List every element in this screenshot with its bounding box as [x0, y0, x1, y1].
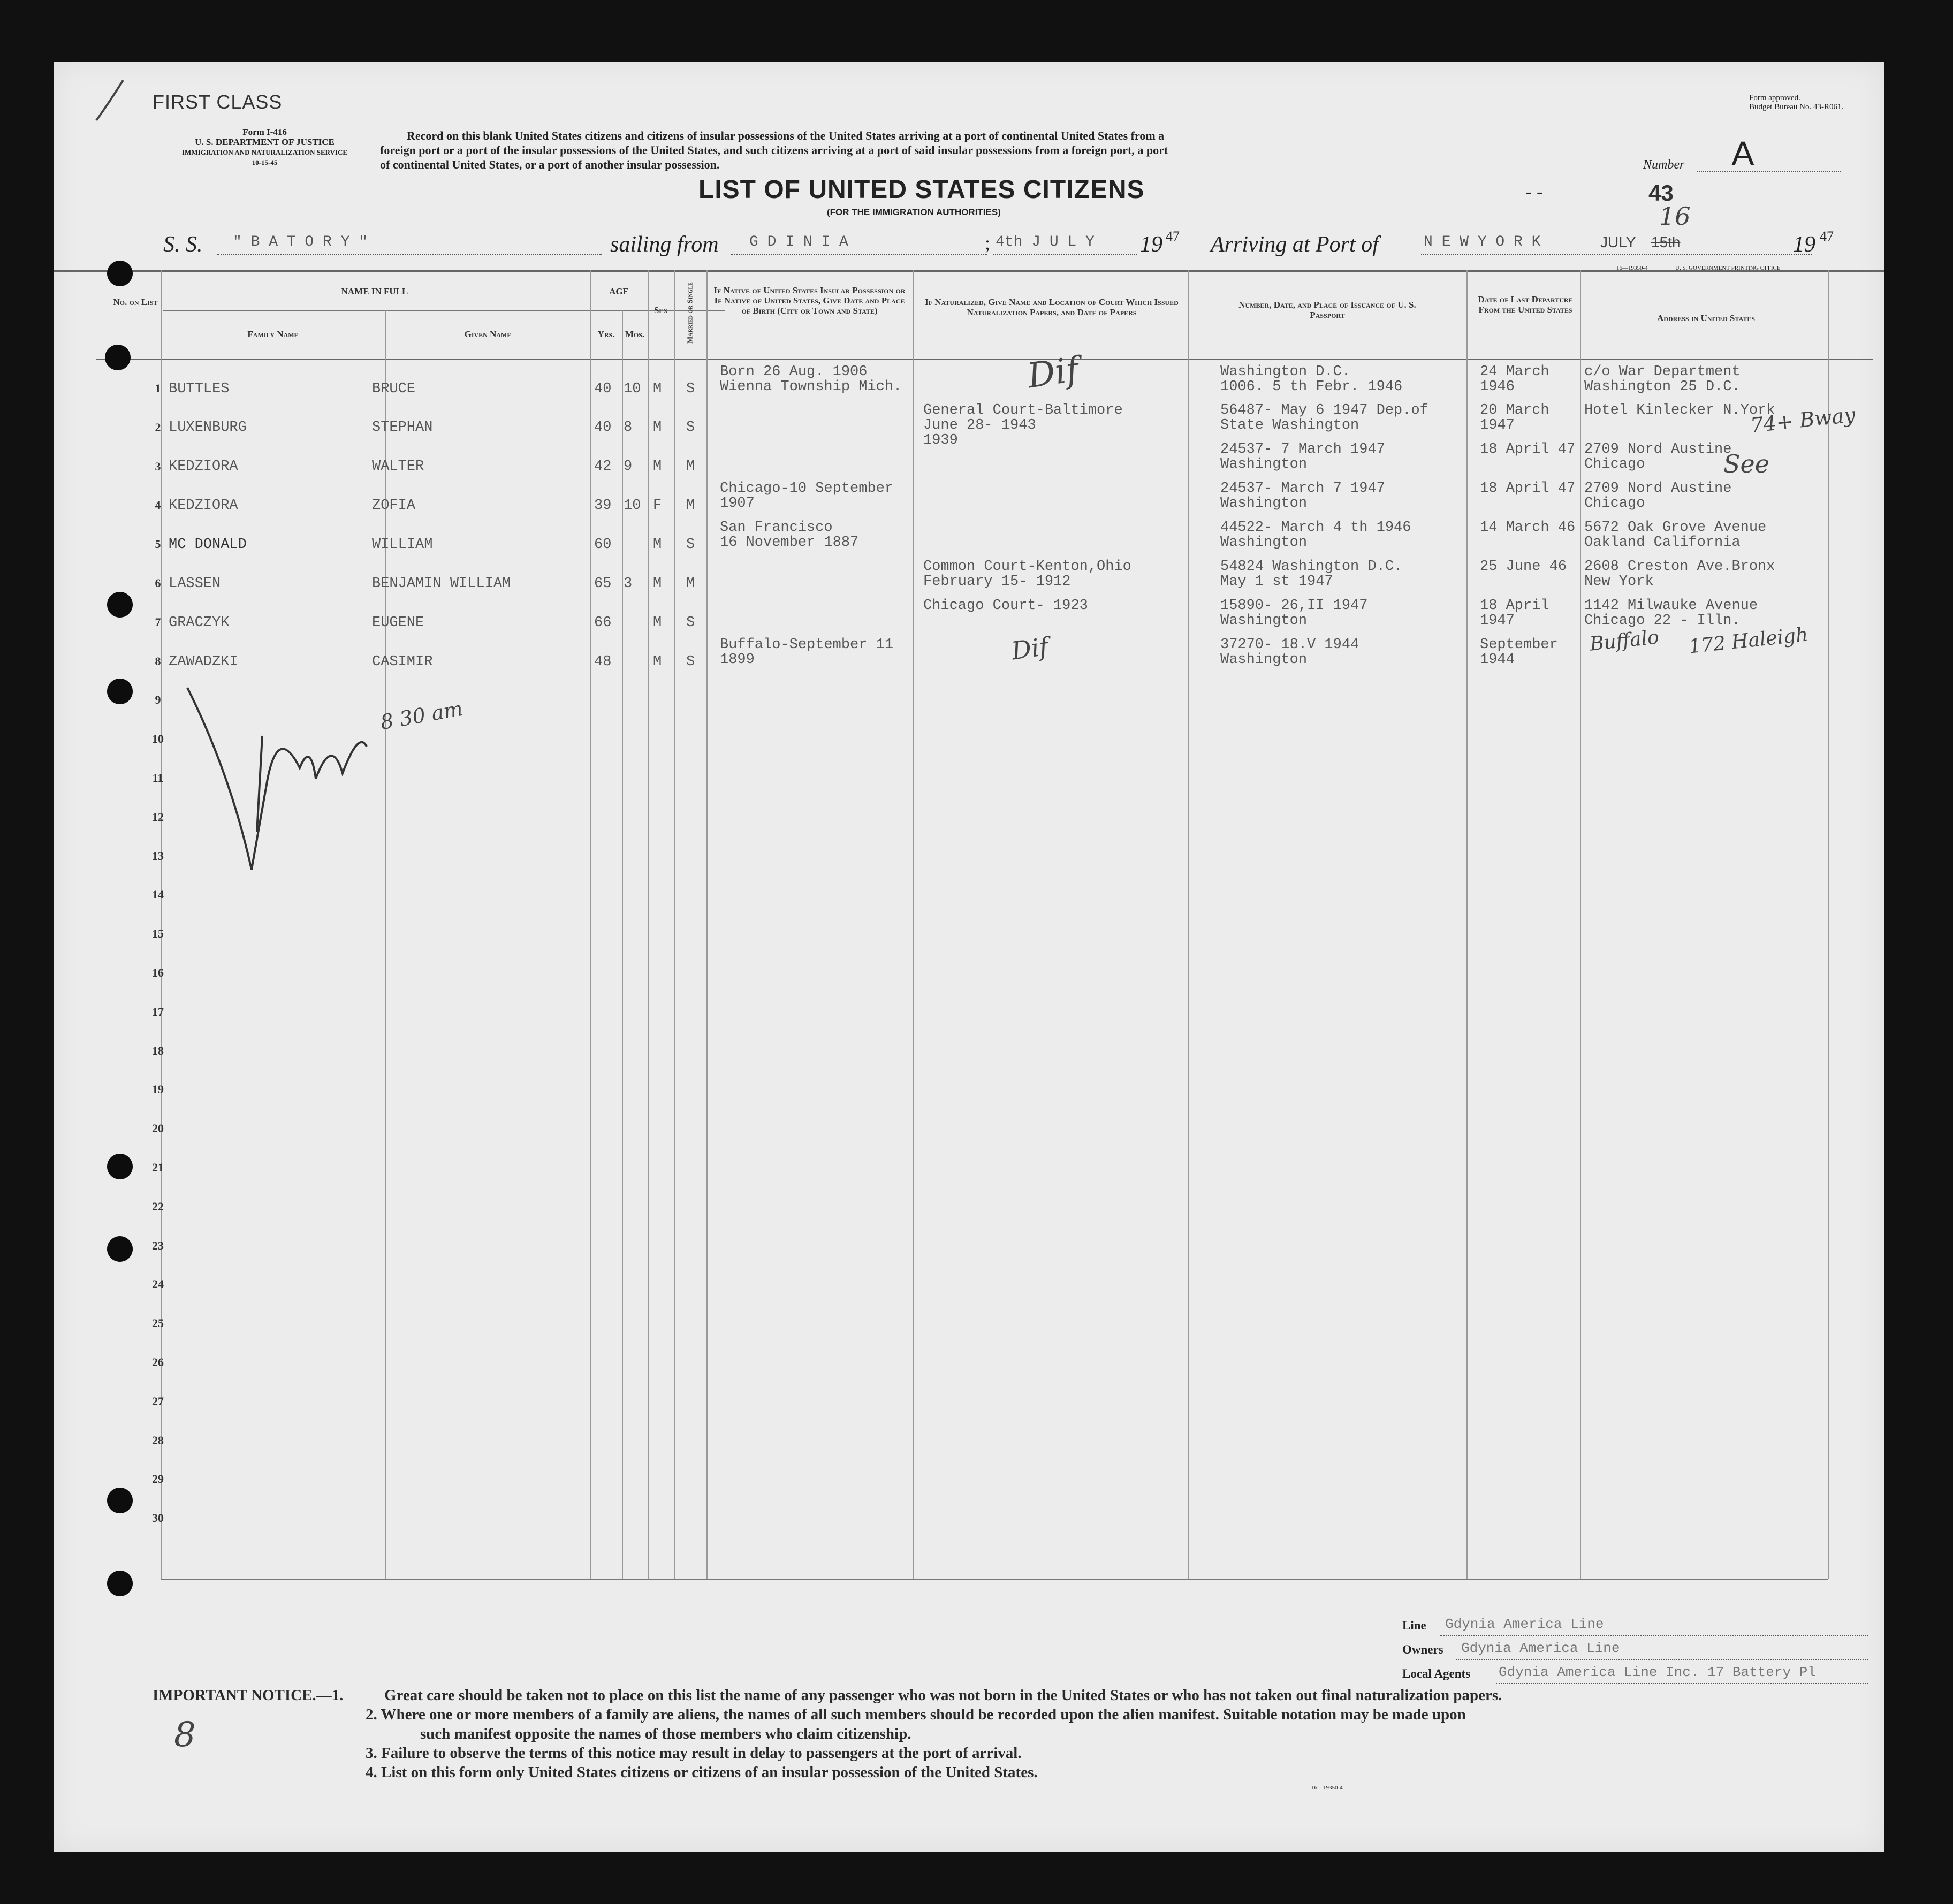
marital-status-cell: M	[686, 576, 695, 592]
age-months-cell: 10	[624, 381, 641, 397]
sex-cell: M	[653, 537, 662, 553]
family-name-cell: LUXENBURG	[169, 420, 247, 436]
punch-hole	[107, 592, 133, 618]
notice-item-1: Great care should be taken not to place on this list the name of any passenger who was not born in the United States or who has not taken out final naturalization papers.	[384, 1687, 1502, 1704]
address-note-buffalo: Buffalo	[1589, 626, 1660, 656]
departure-line-1: 18 April	[1480, 598, 1549, 614]
age-months-cell: 8	[624, 420, 633, 436]
passport-line-1: 56487- May 6 1947 Dep.of	[1220, 402, 1428, 418]
row-number: 12	[152, 810, 164, 824]
row-number: 20	[152, 1122, 164, 1136]
ship-line	[217, 254, 602, 255]
age-months-cell: 9	[624, 459, 633, 475]
punch-hole	[107, 1488, 133, 1513]
page-title: LIST OF UNITED STATES CITIZENS	[698, 176, 1145, 204]
header-age: AGE	[609, 286, 629, 296]
form-date: 10-15-45	[252, 158, 278, 166]
from-port: G D I N I A	[749, 234, 848, 250]
age-months-cell: 3	[624, 576, 633, 592]
punch-hole	[107, 1236, 133, 1262]
passport-line-1: 37270- 18.V 1944	[1220, 637, 1359, 653]
arrival-port-line	[1421, 254, 1812, 255]
row-number: 21	[152, 1161, 164, 1174]
sex-cell: M	[653, 420, 662, 436]
owners-value: Gdynia America Line	[1461, 1640, 1620, 1656]
header-family-name: Family Name	[247, 329, 299, 339]
notice-item-3: 3. Failure to observe the terms of this notice may result in delay to passengers at the port of arrival.	[366, 1745, 1022, 1762]
intro-line-3: of continental United States, or a port of another insular possession.	[380, 158, 720, 171]
birth-line-1: Chicago-10 September	[720, 481, 894, 497]
row-number: 29	[152, 1472, 164, 1486]
first-class-stamp: FIRST CLASS	[153, 91, 283, 113]
naturalization-line-2: June 28- 1943	[923, 417, 1036, 433]
semicolon: ;	[985, 232, 991, 254]
header-bottom-rule	[96, 359, 1873, 360]
given-name-cell: BENJAMIN WILLIAM	[372, 576, 511, 592]
passport-line-1: 54824 Washington D.C.	[1220, 559, 1403, 575]
given-name-cell: EUGENE	[372, 615, 424, 631]
department-name: U. S. DEPARTMENT OF JUSTICE	[195, 137, 335, 147]
sex-cell: M	[653, 654, 662, 670]
owners-label: Owners	[1402, 1643, 1443, 1656]
header-departure: Date of Last Departure From the United States	[1478, 294, 1573, 315]
agents-underline	[1496, 1683, 1868, 1684]
passport-line-2: Washington	[1220, 496, 1308, 512]
form-approved-text: Form approved.	[1749, 94, 1800, 102]
ditto-mark-top: Dif	[1025, 349, 1082, 397]
row-number: 11	[152, 771, 164, 785]
time-note: 8 30 am	[378, 696, 465, 735]
arrival-port: N E W Y O R K	[1424, 234, 1541, 250]
given-name-cell: STEPHAN	[372, 420, 433, 436]
birth-line-2: 16 November 1887	[720, 535, 859, 551]
dash-marks: - -	[1525, 181, 1543, 202]
address-line-2: New York	[1584, 574, 1654, 590]
col-line-passport	[1466, 270, 1468, 1579]
depart-year-prefix: 19	[1140, 232, 1162, 257]
table-top-rule	[54, 270, 1884, 272]
header-yrs: Yrs.	[597, 329, 615, 339]
row-number: 25	[152, 1316, 164, 1330]
header-sex: Sex	[653, 305, 668, 315]
departure-line-1: 24 March	[1480, 364, 1549, 380]
age-years-cell: 65	[594, 576, 612, 592]
footer-printer-code: 16—19350-4	[1311, 1785, 1343, 1791]
family-name-cell: KEDZIORA	[169, 459, 238, 475]
line-value: Gdynia America Line	[1445, 1616, 1604, 1632]
intro-line-1: Record on this blank United States citizens and citizens of insular possessions of the United States arriving at a port of continental United States from a	[407, 129, 1165, 142]
age-months-cell: 10	[624, 498, 641, 514]
row-number: 4	[155, 498, 161, 512]
notice-item-2: 2. Where one or more members of a family are aliens, the names of all such members should be recorded upon the alien manifest. Suitable notation may be made upon	[366, 1706, 1466, 1723]
age-years-cell: 42	[594, 459, 612, 475]
birth-line-1: Born 26 Aug. 1906	[720, 364, 868, 380]
departure-line-1: 18 April 47	[1480, 481, 1576, 497]
passport-line-2: Washington	[1220, 613, 1308, 629]
agents-label: Local Agents	[1402, 1667, 1471, 1680]
arrival-year-prefix: 19	[1793, 232, 1815, 257]
row-number: 3	[155, 459, 161, 473]
age-years-cell: 39	[594, 498, 612, 514]
row-number: 24	[152, 1277, 164, 1291]
family-name-cell: BUTTLES	[169, 381, 230, 397]
address-note-street: 172 Haleigh	[1688, 623, 1810, 658]
age-years-cell: 60	[594, 537, 612, 553]
address-line-1: 5672 Oak Grove Avenue	[1584, 520, 1767, 536]
depart-day: 4th J U L Y	[996, 234, 1095, 250]
row-number: 15	[152, 927, 164, 941]
sheet-number: 43	[1648, 180, 1674, 205]
corner-check-mark	[86, 78, 128, 126]
number-line	[1697, 171, 1841, 172]
sex-cell: M	[653, 459, 662, 475]
marital-status-cell: S	[686, 420, 695, 436]
departure-line-1: 18 April 47	[1480, 441, 1576, 458]
row-number: 5	[155, 537, 161, 551]
departure-line-1: 20 March	[1480, 402, 1549, 418]
passport-line-1: Washington D.C.	[1220, 364, 1351, 380]
marital-status-cell: S	[686, 654, 695, 670]
line-underline	[1440, 1635, 1868, 1636]
naturalization-line-1: Common Court-Kenton,Ohio	[923, 559, 1131, 575]
age-years-cell: 48	[594, 654, 612, 670]
sex-cell: M	[653, 381, 662, 397]
address-line-1: c/o War Department	[1584, 364, 1741, 380]
age-years-cell: 40	[594, 381, 612, 397]
given-name-cell: WALTER	[372, 459, 424, 475]
age-years-cell: 40	[594, 420, 612, 436]
family-name-cell: GRACZYK	[169, 615, 230, 631]
depart-year: 47	[1166, 229, 1180, 244]
col-line-native	[913, 270, 914, 1579]
row-number: 14	[152, 888, 164, 902]
line-label: Line	[1402, 1619, 1426, 1632]
ss-label: S. S.	[163, 232, 203, 257]
marital-status-cell: M	[686, 498, 695, 514]
sex-cell: F	[653, 498, 662, 514]
given-name-cell: ZOFIA	[372, 498, 416, 514]
marital-status-cell: S	[686, 381, 695, 397]
address-note-bway: 74+ Bway	[1749, 402, 1857, 438]
col-line-given	[590, 270, 591, 1579]
family-name-cell: KEDZIORA	[169, 498, 238, 514]
col-line-address	[1828, 270, 1829, 1579]
row-number: 16	[152, 966, 164, 979]
marital-status-cell: M	[686, 459, 695, 475]
address-note-see: See	[1723, 450, 1769, 478]
ditto-mark-bottom: Dif	[1009, 631, 1051, 666]
family-name-cell: MC DONALD	[169, 537, 247, 553]
intro-instructions	[380, 128, 1611, 172]
header-native: If Native of United States Insular Possession or If Native of United States, Give Date and Place of Birth (City or Town and State)	[713, 285, 906, 316]
row-number: 2	[155, 420, 161, 434]
punch-hole	[107, 261, 133, 286]
inspector-signature	[182, 656, 375, 875]
depart-date-line	[993, 254, 1137, 255]
naturalization-line-2: February 15- 1912	[923, 574, 1071, 590]
departure-line-1: September	[1480, 637, 1558, 653]
sex-cell: M	[653, 615, 662, 631]
row-number: 8	[155, 654, 161, 668]
departure-line-1: 14 March 46	[1480, 520, 1576, 536]
row-number: 17	[152, 1004, 164, 1018]
address-line-2: Oakland California	[1584, 535, 1741, 551]
list-letter: A	[1731, 134, 1754, 173]
header-passport: Number, Date, and Place of Issuance of U. S. Passport	[1238, 300, 1416, 320]
row-number: 30	[152, 1511, 164, 1525]
row-number: 10	[152, 732, 164, 746]
departure-line-1: 25 June 46	[1480, 559, 1567, 575]
age-years-cell: 66	[594, 615, 612, 631]
address-line-1: Hotel Kinlecker N.York	[1584, 402, 1775, 418]
header-address: Address in United States	[1656, 313, 1756, 323]
col-line-departure	[1580, 270, 1581, 1579]
sex-cell: M	[653, 576, 662, 592]
family-name-cell: LASSEN	[169, 576, 221, 592]
marital-status-cell: S	[686, 537, 695, 553]
printer-code: 16—19350-4	[1616, 265, 1648, 271]
passport-line-2: Washington	[1220, 535, 1308, 551]
row-number: 7	[155, 615, 161, 629]
page-count-note: 8	[174, 1715, 196, 1755]
header-naturalized: If Naturalized, Give Name and Location of Court Which Issued Naturalization Papers, and Date of Papers	[925, 297, 1179, 317]
departure-line-2: 1947	[1480, 613, 1515, 629]
naturalization-line-3: 1939	[923, 432, 958, 448]
row-number: 23	[152, 1238, 164, 1252]
row-number: 18	[152, 1044, 164, 1057]
naturalization-line-1: General Court-Baltimore	[923, 402, 1123, 418]
address-line-1: 2608 Creston Ave.Bronx	[1584, 559, 1775, 575]
passport-line-1: 24537- 7 March 1947	[1220, 441, 1385, 458]
passport-line-1: 15890- 26,II 1947	[1220, 598, 1368, 614]
passport-line-1: 44522- March 4 th 1946	[1220, 520, 1411, 536]
passport-line-2: 1006. 5 th Febr. 1946	[1220, 379, 1403, 395]
address-line-2: Chicago 22 - Illn.	[1584, 613, 1741, 629]
passport-line-2: May 1 st 1947	[1220, 574, 1333, 590]
form-number: Form I-416	[242, 127, 287, 137]
header-mos: Mos.	[625, 329, 645, 339]
punch-hole	[105, 345, 131, 370]
owners-underline	[1456, 1659, 1868, 1660]
row-number: 28	[152, 1433, 164, 1447]
address-line-2: Chicago	[1584, 456, 1645, 473]
intro-line-2: foreign port or a port of the insular possessions of the United States, and such citizens arriving at a port of said insular possessions from a foreign port, a port	[380, 143, 1168, 157]
col-line-ms	[706, 270, 708, 1579]
row-number: 26	[152, 1355, 164, 1369]
row-number: 6	[155, 576, 161, 590]
col-line-sex	[674, 270, 675, 1579]
punch-hole	[107, 1571, 133, 1596]
birth-line-2: Wienna Township Mich.	[720, 379, 902, 395]
number-label: Number	[1643, 158, 1685, 172]
row-number: 13	[152, 849, 164, 863]
arrival-month: JULY	[1600, 234, 1636, 250]
notice-title: IMPORTANT NOTICE.—1.	[153, 1687, 344, 1704]
address-line-1: 2709 Nord Austine	[1584, 481, 1732, 497]
arrival-day-correction: 16	[1659, 202, 1691, 231]
departure-line-2: 1944	[1480, 652, 1515, 668]
passport-line-2: State Washington	[1220, 417, 1359, 433]
sailing-label: sailing from	[610, 232, 719, 257]
row-number: 19	[152, 1083, 164, 1096]
punch-hole	[107, 1154, 133, 1179]
col-line-naturalized	[1188, 270, 1189, 1579]
family-name-cell: ZAWADZKI	[169, 654, 238, 670]
row-number: 27	[152, 1394, 164, 1408]
address-line-1: 2709 Nord Austine	[1584, 441, 1732, 458]
notice-item-4: 4. List on this form only United States citizens or citizens of an insular possession of the United States.	[366, 1764, 1038, 1781]
passport-line-1: 24537- March 7 1947	[1220, 481, 1385, 497]
arrival-day: 15th	[1651, 234, 1681, 250]
departure-line-2: 1947	[1480, 417, 1515, 433]
row-number: 9	[155, 693, 161, 707]
marital-status-cell: S	[686, 615, 695, 631]
given-name-cell: WILLIAM	[372, 537, 433, 553]
departure-line-2: 1946	[1480, 379, 1515, 395]
given-name-cell: BRUCE	[372, 381, 416, 397]
budget-bureau-text: Budget Bureau No. 43-R061.	[1749, 103, 1844, 111]
form-identifier	[182, 127, 347, 167]
birth-line-1: Buffalo-September 11	[720, 637, 894, 653]
notice-item-2-cont: such manifest opposite the names of those members who claim citizenship.	[420, 1725, 911, 1742]
manifest-sheet	[54, 62, 1884, 1852]
naturalization-line-1: Chicago Court- 1923	[923, 598, 1088, 614]
printer-name: U. S. GOVERNMENT PRINTING OFFICE	[1675, 265, 1781, 271]
name-age-rule	[163, 310, 725, 311]
address-line-1: 1142 Milwauke Avenue	[1584, 598, 1758, 614]
birth-line-1: San Francisco	[720, 520, 833, 536]
col-line-yrs	[622, 310, 623, 1579]
address-line-2: Washington 25 D.C.	[1584, 379, 1741, 395]
col-line-mos	[648, 270, 649, 1579]
given-name-cell: CASIMIR	[372, 654, 433, 670]
from-port-line	[731, 254, 987, 255]
birth-line-2: 1899	[720, 652, 755, 668]
header-given-name: Given Name	[464, 329, 512, 339]
passport-line-2: Washington	[1220, 456, 1308, 473]
page-subtitle: (FOR THE IMMIGRATION AUTHORITIES)	[827, 207, 1001, 217]
row-number: 1	[155, 382, 161, 395]
arrival-year: 47	[1820, 229, 1834, 244]
punch-hole	[107, 679, 133, 704]
header-married-single: Married or Single	[686, 282, 695, 344]
address-line-2: Chicago	[1584, 496, 1645, 512]
agents-value: Gdynia America Line Inc. 17 Battery Pl	[1499, 1664, 1816, 1680]
table-bottom-rule	[161, 1579, 1828, 1580]
arriving-label: Arriving at Port of	[1211, 232, 1379, 257]
birth-line-2: 1907	[720, 496, 755, 512]
form-approval-note	[1749, 94, 1843, 112]
row-number: 22	[152, 1199, 164, 1213]
passport-line-2: Washington	[1220, 652, 1308, 668]
header-no-on-list: No. on List	[113, 297, 158, 307]
header-name-in-full: NAME IN FULL	[341, 286, 408, 296]
ship-name: " B A T O R Y "	[233, 234, 368, 250]
service-name: IMMIGRATION AND NATURALIZATION SERVICE	[182, 148, 348, 156]
